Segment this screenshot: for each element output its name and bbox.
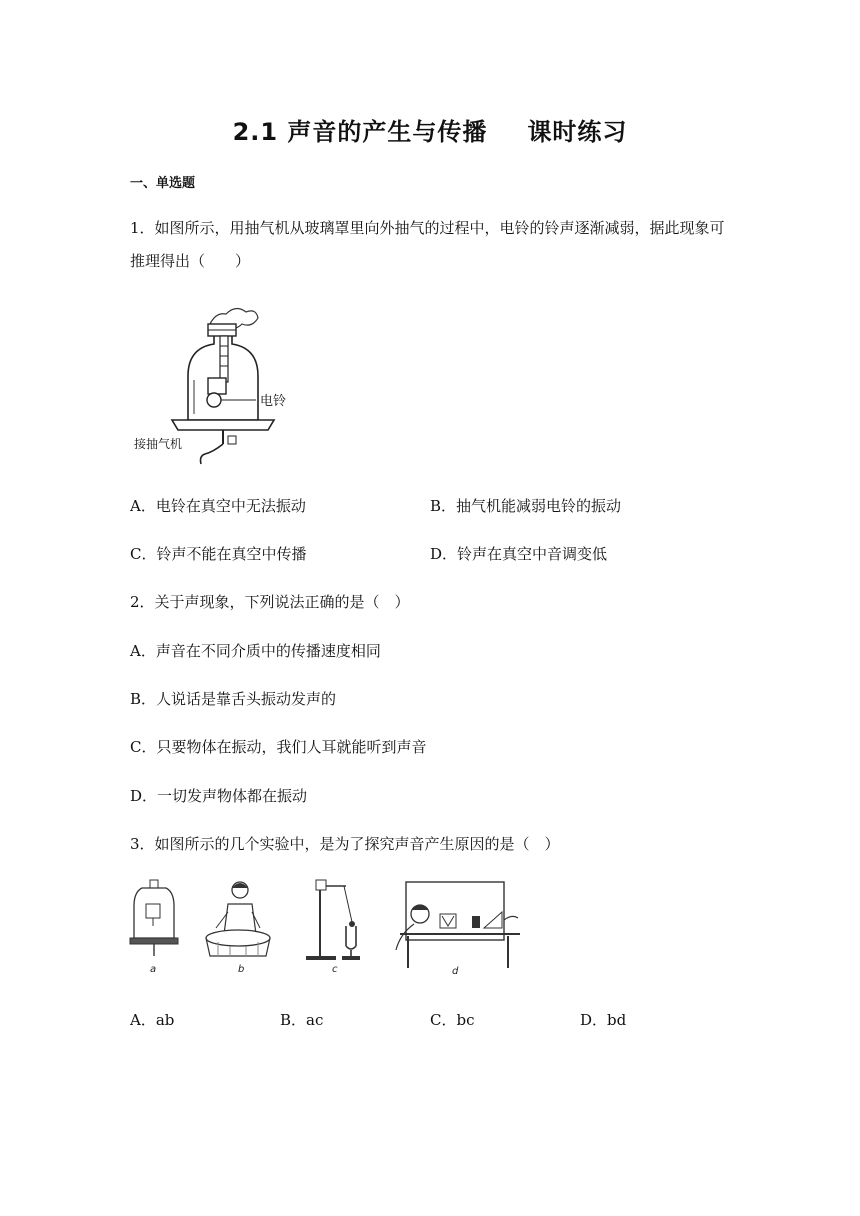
q1-label-bell: 电铃 (260, 394, 287, 409)
q3-experiments-figure (124, 876, 524, 986)
q1-stem-line1: 1．如图所示，用抽气机从玻璃罩里向外抽气的过程中，电铃的铃声逐渐减弱，据此现象可 (130, 219, 725, 237)
q1-option-d[interactable]: D．铃声在真空中音调变低 (430, 545, 608, 563)
q1-option-c[interactable]: C．铃声不能在真空中传播 (130, 545, 307, 563)
q1-label-pump: 接抽气机 (134, 437, 183, 451)
q3-option-a[interactable]: A．ab (130, 1011, 175, 1029)
q1-stem (130, 212, 820, 278)
section-heading: 一、单选题 (130, 176, 196, 191)
q3-label-a: a (150, 964, 157, 975)
q2-option-b[interactable]: B．人说话是靠舌头振动发声的 (130, 690, 337, 708)
q3-label-d: d (452, 966, 459, 977)
q3-option-d[interactable]: D．bd (580, 1011, 627, 1029)
q2-stem: 2．关于声现象，下列说法正确的是（ ） (130, 593, 410, 611)
q1-stem-line2: 推理得出（ ） (130, 252, 251, 270)
q1-option-b[interactable]: B．抽气机能减弱电铃的振动 (430, 497, 622, 515)
q3-label-b: b (238, 964, 245, 975)
title-main: 2.1 声音的产生与传播 (232, 118, 488, 146)
q1-bell-jar-figure (128, 296, 328, 466)
q3-option-b[interactable]: B．ac (280, 1011, 324, 1029)
q2-option-d[interactable]: D．一切发声物体都在振动 (130, 787, 308, 805)
q3-stem: 3．如图所示的几个实验中，是为了探究声音产生原因的是（ ） (130, 835, 560, 853)
q1-option-a[interactable]: A．电铃在真空中无法振动 (130, 497, 306, 515)
title-sub: 课时练习 (527, 118, 628, 146)
q2-option-a[interactable]: A．声音在不同介质中的传播速度相同 (130, 642, 381, 660)
q2-option-c[interactable]: C．只要物体在振动，我们人耳就能听到声音 (130, 738, 427, 756)
page-title (0, 112, 860, 147)
q3-option-c[interactable]: C．bc (430, 1011, 475, 1029)
q3-label-c: c (332, 964, 338, 975)
